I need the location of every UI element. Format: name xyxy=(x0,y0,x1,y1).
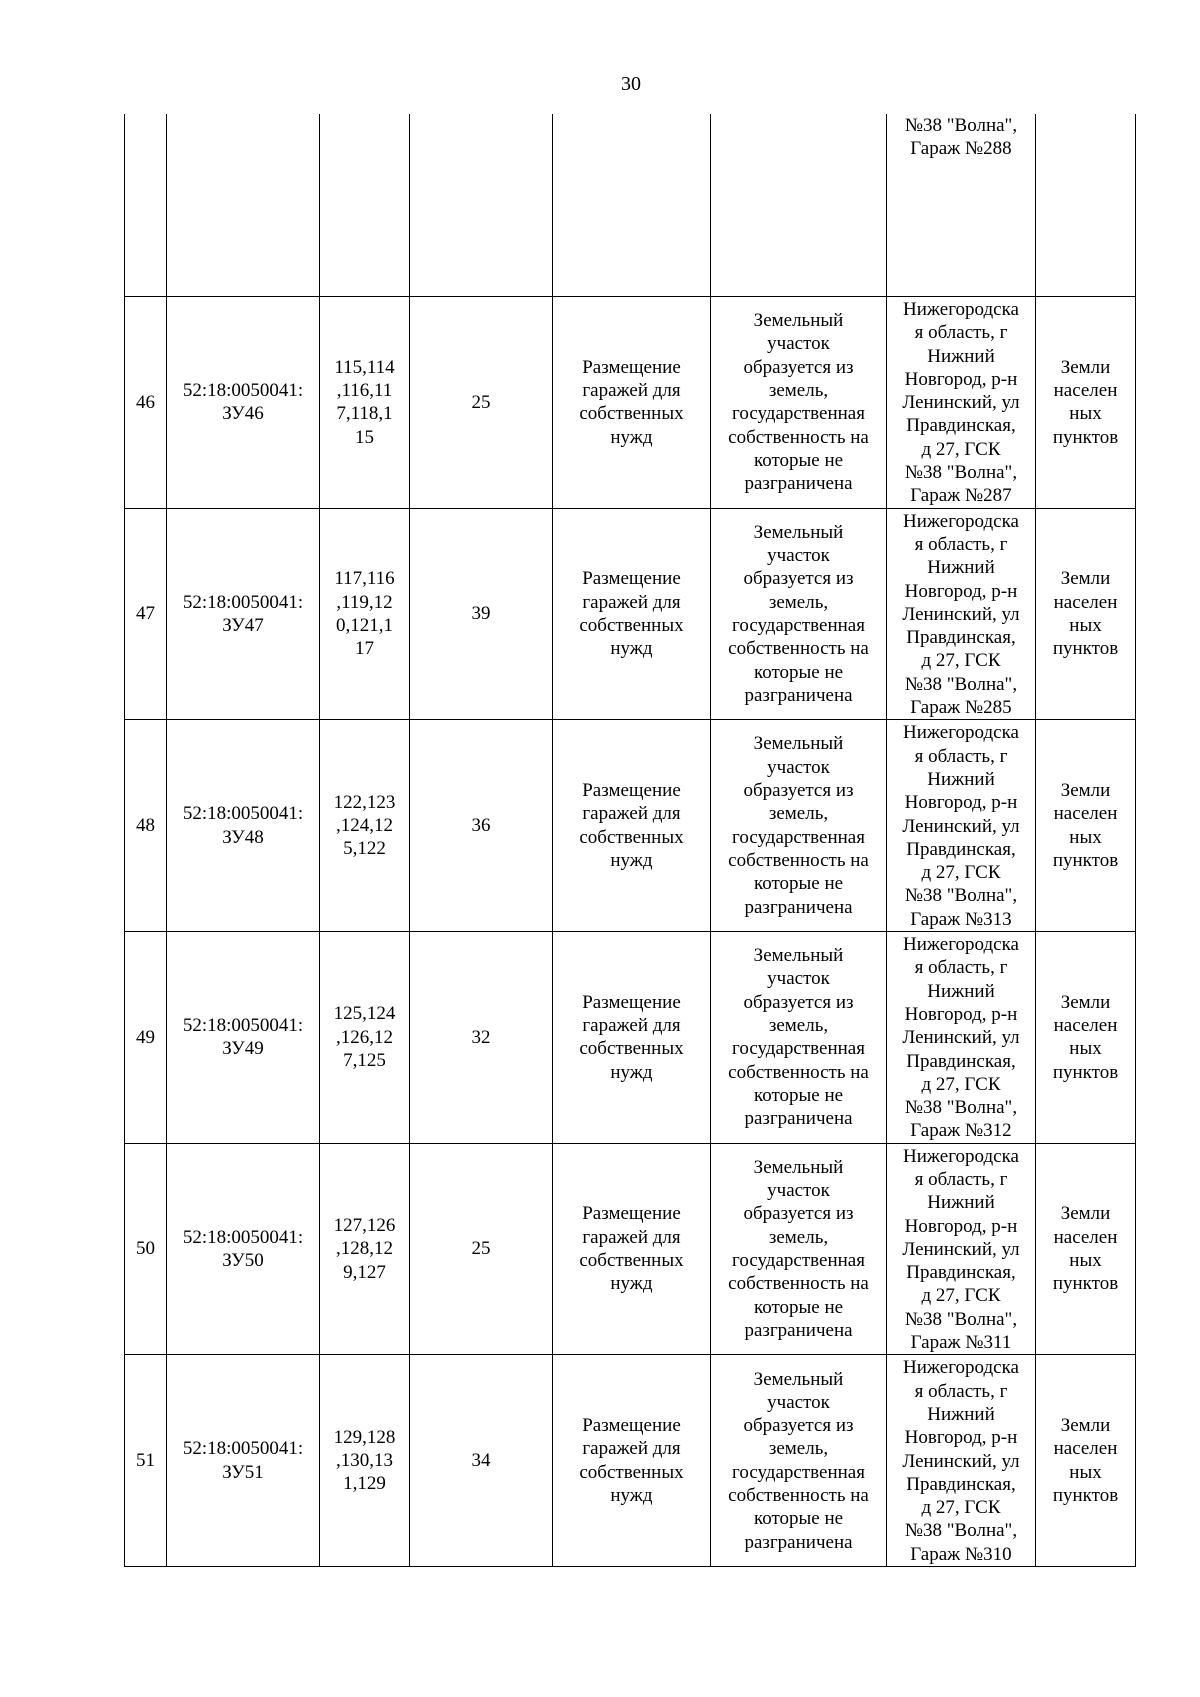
cell-points: 125,124 ,126,12 7,125 xyxy=(320,932,410,1144)
cell-use: Размещение гаражей для собственных нужд xyxy=(553,720,711,932)
table-row xyxy=(125,1143,1136,1355)
cell-source: Земельный участок образуется из земель, государственная собственность на которые не разграничена xyxy=(711,1355,887,1567)
table-row xyxy=(125,932,1136,1144)
cell-area: 34 xyxy=(410,1355,553,1567)
cell-num xyxy=(125,114,167,297)
cell-cadastral: 52:18:0050041: ЗУ51 xyxy=(167,1355,320,1567)
cell-num: 49 xyxy=(125,932,167,1144)
cell-cadastral xyxy=(167,114,320,297)
page-number: 30 xyxy=(621,73,641,95)
cell-source: Земельный участок образуется из земель, государственная собственность на которые не разграничена xyxy=(711,508,887,720)
cell-num: 50 xyxy=(125,1143,167,1355)
cell-use: Размещение гаражей для собственных нужд xyxy=(553,932,711,1144)
cell-use xyxy=(553,114,711,297)
cell-address: Нижегородска я область, г Нижний Новгород, р-н Ленинский, ул Правдинская, д 27, ГСК №38 "Волна", Гараж №310 xyxy=(887,1355,1036,1567)
cell-category: Земли населен ных пунктов xyxy=(1036,1355,1136,1567)
table-row xyxy=(125,1355,1136,1567)
cell-cadastral: 52:18:0050041: ЗУ49 xyxy=(167,932,320,1144)
cell-use: Размещение гаражей для собственных нужд xyxy=(553,297,711,509)
cell-category xyxy=(1036,114,1136,297)
cell-area: 39 xyxy=(410,508,553,720)
cell-category: Земли населен ных пунктов xyxy=(1036,508,1136,720)
cell-points: 129,128 ,130,13 1,129 xyxy=(320,1355,410,1567)
cell-source: Земельный участок образуется из земель, государственная собственность на которые не разграничена xyxy=(711,1143,887,1355)
cell-address: №38 "Волна", Гараж №288 xyxy=(887,114,1036,297)
cell-cadastral: 52:18:0050041: ЗУ47 xyxy=(167,508,320,720)
cell-address: Нижегородска я область, г Нижний Новгород, р-н Ленинский, ул Правдинская, д 27, ГСК №38 "Волна", Гараж №287 xyxy=(887,297,1036,509)
cell-source: Земельный участок образуется из земель, государственная собственность на которые не разграничена xyxy=(711,297,887,509)
cell-use: Размещение гаражей для собственных нужд xyxy=(553,1355,711,1567)
cell-source: Земельный участок образуется из земель, государственная собственность на которые не разграничена xyxy=(711,932,887,1144)
cell-points: 115,114 ,116,11 7,118,1 15 xyxy=(320,297,410,509)
cell-category: Земли населен ных пунктов xyxy=(1036,720,1136,932)
cell-num: 48 xyxy=(125,720,167,932)
cell-points xyxy=(320,114,410,297)
cell-category: Земли населен ных пунктов xyxy=(1036,1143,1136,1355)
land-plots-table xyxy=(124,114,1136,1567)
cell-points: 127,126 ,128,12 9,127 xyxy=(320,1143,410,1355)
cell-category: Земли населен ных пунктов xyxy=(1036,297,1136,509)
cell-use: Размещение гаражей для собственных нужд xyxy=(553,1143,711,1355)
cell-area: 25 xyxy=(410,297,553,509)
cell-source: Земельный участок образуется из земель, государственная собственность на которые не разграничена xyxy=(711,720,887,932)
continuation-row xyxy=(125,114,1136,297)
cell-cadastral: 52:18:0050041: ЗУ46 xyxy=(167,297,320,509)
table-row xyxy=(125,297,1136,509)
cell-num: 47 xyxy=(125,508,167,720)
cell-address: Нижегородска я область, г Нижний Новгород, р-н Ленинский, ул Правдинская, д 27, ГСК №38 "Волна", Гараж №313 xyxy=(887,720,1036,932)
cell-points: 122,123 ,124,12 5,122 xyxy=(320,720,410,932)
cell-address: Нижегородска я область, г Нижний Новгород, р-н Ленинский, ул Правдинская, д 27, ГСК №38 "Волна", Гараж №312 xyxy=(887,932,1036,1144)
cell-cadastral: 52:18:0050041: ЗУ50 xyxy=(167,1143,320,1355)
cell-area: 36 xyxy=(410,720,553,932)
cell-use: Размещение гаражей для собственных нужд xyxy=(553,508,711,720)
cell-area xyxy=(410,114,553,297)
cell-area: 32 xyxy=(410,932,553,1144)
cell-source xyxy=(711,114,887,297)
table-row xyxy=(125,508,1136,720)
table-row xyxy=(125,720,1136,932)
cell-address: Нижегородска я область, г Нижний Новгород, р-н Ленинский, ул Правдинская, д 27, ГСК №38 "Волна", Гараж №311 xyxy=(887,1143,1036,1355)
cell-category: Земли населен ных пунктов xyxy=(1036,932,1136,1144)
cell-address: Нижегородска я область, г Нижний Новгород, р-н Ленинский, ул Правдинская, д 27, ГСК №38 "Волна", Гараж №285 xyxy=(887,508,1036,720)
cell-num: 51 xyxy=(125,1355,167,1567)
cell-num: 46 xyxy=(125,297,167,509)
cell-cadastral: 52:18:0050041: ЗУ48 xyxy=(167,720,320,932)
cell-area: 25 xyxy=(410,1143,553,1355)
cell-points: 117,116 ,119,12 0,121,1 17 xyxy=(320,508,410,720)
